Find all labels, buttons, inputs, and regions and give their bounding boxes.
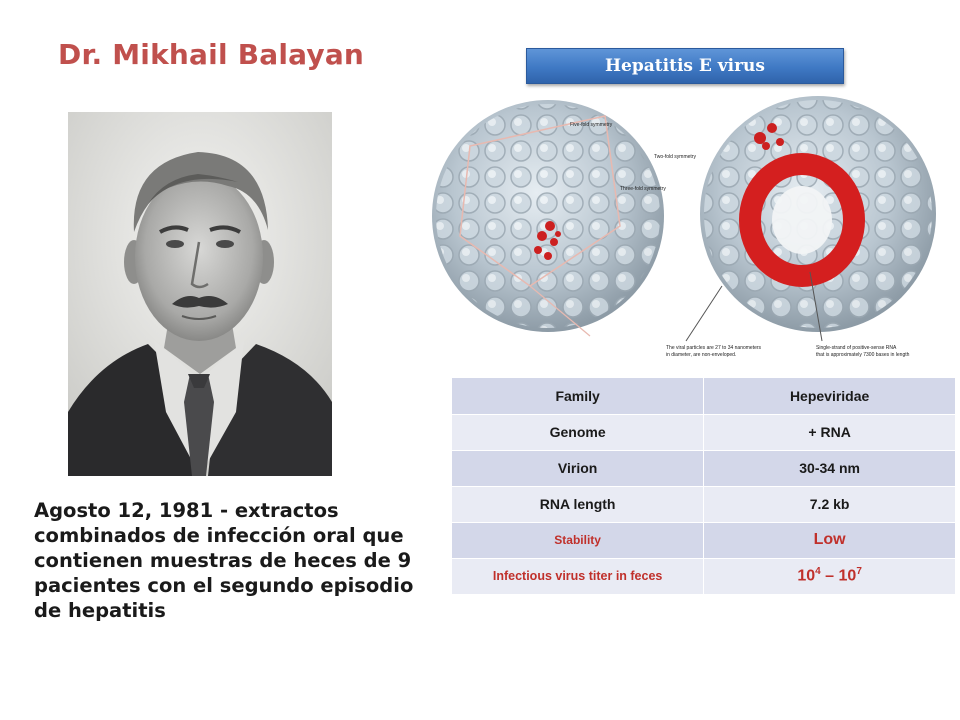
- table-row-rna-length: [452, 486, 956, 522]
- rna-note-1: Single-strand of positive-sense RNA: [816, 345, 897, 351]
- titer-high-exponent: 7: [856, 566, 862, 578]
- table-cell-value: 30-34 nm: [704, 450, 956, 486]
- threefold-label: Three-fold symmetry: [620, 186, 666, 192]
- table-row-stability: [452, 522, 956, 558]
- virus-structure-figure: [430, 86, 958, 376]
- table-row-family: [452, 378, 956, 414]
- virus-particle-left: [432, 100, 666, 336]
- table-row-titer: [452, 558, 956, 594]
- virus-illustration: [430, 86, 958, 376]
- table-cell-label: RNA length: [452, 486, 704, 522]
- table-header-value: Hepeviridae: [704, 378, 956, 414]
- table-cell-label: Infectious virus titer in feces: [452, 558, 704, 594]
- table-cell-value: Low: [704, 522, 956, 558]
- table-cell-value: + RNA: [704, 414, 956, 450]
- portrait-photo: [68, 112, 332, 476]
- table-cell-label: Virion: [452, 450, 704, 486]
- twofold-label: Two-fold symmetry: [654, 154, 696, 160]
- table-cell-value: 7.2 kb: [704, 486, 956, 522]
- titer-separator: –: [820, 567, 839, 585]
- titer-high-base: 10: [838, 567, 857, 585]
- rna-note-2: that is approximately 7300 bases in length: [816, 352, 910, 358]
- particles-note-1: The viral particles are 27 to 34 nanometers: [666, 345, 762, 351]
- caption-text: Agosto 12, 1981 - extractos combinados de infección oral que contienen muestras de heces de 9 pacientes con el segundo episodio de hepatitis: [34, 499, 414, 622]
- slide-title: Dr. Mikhail Balayan: [58, 38, 365, 71]
- table-header-label: Family: [452, 378, 704, 414]
- particles-note-2: in diameter, are non-enveloped.: [666, 352, 737, 358]
- table-cell-label: Stability: [452, 522, 704, 558]
- fivefold-label: Five-fold symmetry: [570, 122, 613, 128]
- table-row-virion: [452, 450, 956, 486]
- table-row-genome: [452, 414, 956, 450]
- portrait-illustration: [68, 112, 332, 476]
- virus-particle-right: [654, 96, 936, 332]
- table-cell-value: [704, 558, 956, 594]
- virus-banner: Hepatitis E virus: [526, 48, 844, 84]
- table-cell-label: Genome: [452, 414, 704, 450]
- titer-low-base: 10: [797, 567, 816, 585]
- virus-properties-table: [452, 378, 956, 595]
- titer-low-exponent: 4: [815, 566, 821, 578]
